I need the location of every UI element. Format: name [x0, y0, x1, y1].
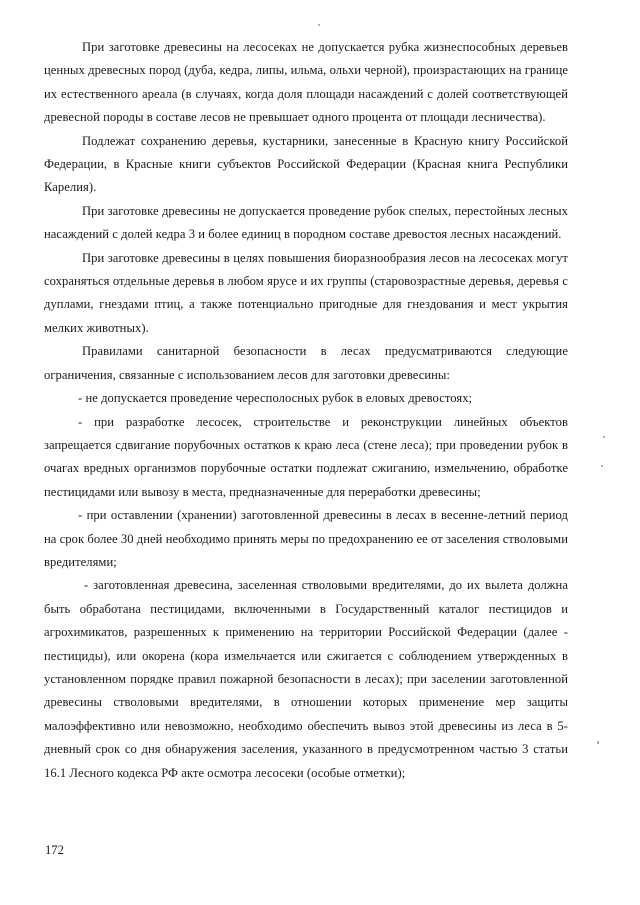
scan-speck	[318, 24, 320, 26]
list-item-wood-storage: - при оставлении (хранении) заготовленной древесины в лесах в весенне-летний период на срок более 30 дней необходимо принять меры по предохранению ее от заселения стволовыми вредителями;	[44, 508, 568, 569]
paragraph-cedar-restriction: При заготовке древесины не допускается проведение рубок спелых, перестойных лесных насаждений с долей кедра 3 и более единиц в породном составе древостоя лесных насаждений.	[44, 203, 568, 242]
paragraph-sanitary-rules: Правилами санитарной безопасности в лесах предусматриваются следующие ограничения, связанные с использованием лесов для заготовки древесины:	[44, 344, 568, 382]
paragraph-red-book: Подлежат сохранению деревья, кустарники, занесенные в Красную книгу Российской Федерации, в Красные книги субъектов Российской Федерации (Красная книга Республики Карелия).	[44, 133, 568, 195]
scan-speck	[597, 741, 599, 744]
paragraph-valuable-species: При заготовке древесины на лесосеках не допускается рубка жизнеспособных деревьев ценных древесных пород (дуба, кедра, липы, ильма, ольхи черной), произрастающих на границе их естественного ареала (в случаях, когда доля площади насаждений с долей соответствующей древесной породы в составе лесов не превышает одного процента от площади лесничества).	[44, 40, 568, 125]
page-number: 172	[45, 843, 64, 857]
scan-speck	[603, 436, 605, 438]
paragraph-biodiversity: При заготовке древесины в целях повышения биоразнообразия лесов на лесосеках могут сохраняться отдельные деревья в любом ярусе и их группы (старовозрастные деревья, деревья с дуплами, гнездами птиц, а также потенциально пригодные для гнездования и мест укрытия мелких животных).	[44, 250, 568, 335]
list-item-strip-felling: - не допускается проведение чересполосных рубок в еловых древостоях;	[78, 391, 473, 406]
list-item-infested-wood: - заготовленная древесина, заселенная стволовыми вредителями, до их вылета должна быть обработана пестицидами, включенными в Государственный каталог пестицидов и агрохимикатов, разрешенных к применению на территории Российской Федерации (далее - пестициды), или окорена (кора измельчается или сжигается с соблюдением утвержденных в установленном порядке правил пожарной безопасности в лесах); при заселении заготовленной древесины стволовыми вредителями, в отношении которых применение мер защиты малоэффективно или невозможно, необходимо обеспечить вывоз этой древесины из леса в 5-дневный срок со дня обнаружения заселения, указанного в предусмотренном частью 3 статьи 16.1 Лесного кодекса РФ акте осмотра лесосеки (особые отметки);	[44, 578, 568, 780]
scan-speck	[601, 465, 603, 467]
list-item-logging-residues: - при разработке лесосек, строительстве и реконструкции линейных объектов запрещается сдвигание порубочных остатков к краю леса (стене леса); при проведении рубок в очагах вредных организмов порубочные остатки подлежат сжиганию, измельчению, обработке пестицидами или вывозу в места, предназначенные для переработки древесины;	[44, 414, 568, 499]
document-body	[44, 36, 568, 785]
